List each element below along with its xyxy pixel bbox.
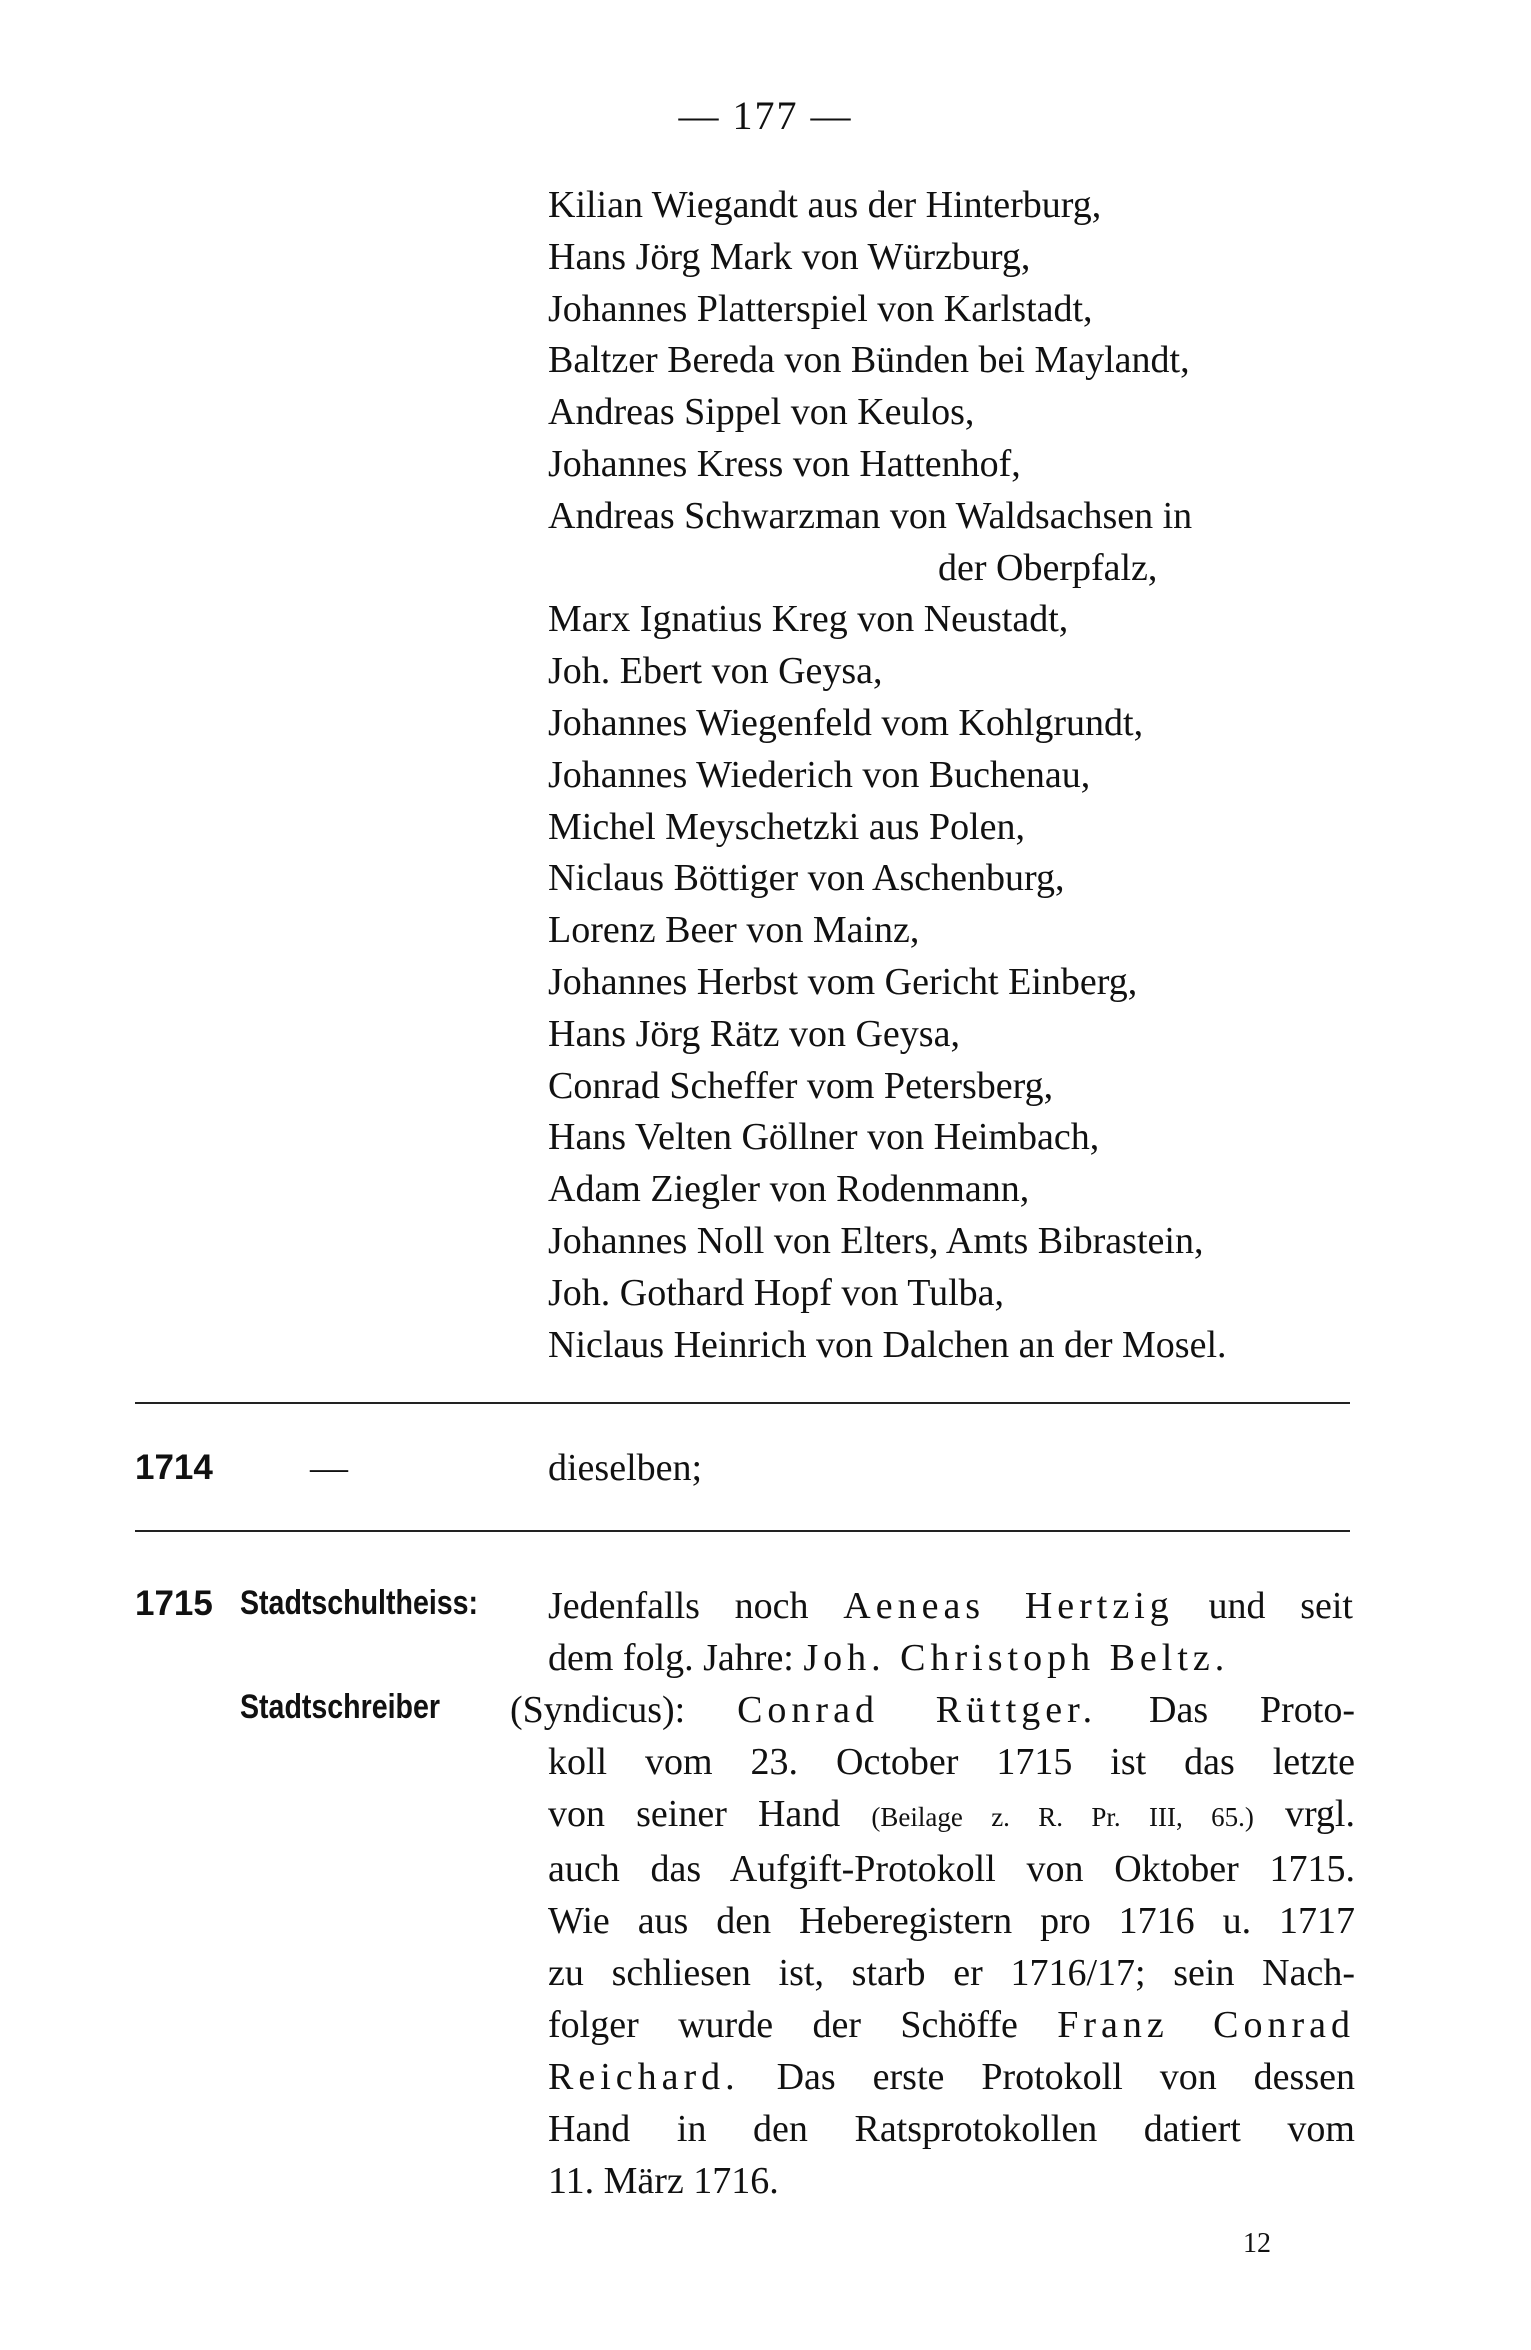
text-line: 11. März 1716. xyxy=(548,2160,779,2202)
role-label-stadtschultheiss: Stadtschultheiss: xyxy=(240,1584,479,1622)
dash: — xyxy=(310,1447,348,1489)
stadtschreiber-paragraph xyxy=(510,1684,1355,2207)
list-item: Andreas Schwarzman von Waldsachsen in xyxy=(548,494,1193,537)
list-item: Niclaus Heinrich von Dalchen an der Mosel. xyxy=(548,1323,1227,1366)
person-name: Aeneas Hertzig xyxy=(843,1585,1174,1627)
text-span: von seiner Hand xyxy=(548,1793,872,1835)
signature-number: 12 xyxy=(1243,2228,1271,2259)
entry-text: dieselben; xyxy=(548,1447,703,1489)
list-item: Niclaus Böttiger von Aschenburg, xyxy=(548,857,1065,900)
text-line: zu schliesen ist, starb er 1716/17; sein Nach- xyxy=(548,1952,1355,1994)
text-span: folger wurde der Schöffe xyxy=(548,2004,1058,2046)
text-line: koll vom 23. October 1715 ist das letzte xyxy=(548,1741,1355,1783)
text-span: Jedenfalls noch xyxy=(548,1585,844,1627)
list-item: Marx Ignatius Kreg von Neustadt, xyxy=(548,598,1069,641)
stadtschultheiss-paragraph xyxy=(548,1580,1353,1684)
text-span: Das Proto- xyxy=(1097,1689,1355,1731)
citation: (Beilage z. R. Pr. III, 65.) xyxy=(871,1802,1254,1832)
list-item-continuation: der Oberpfalz, xyxy=(938,546,1158,589)
list-item: Johannes Wiederich von Buchenau, xyxy=(548,753,1091,796)
list-item: Johannes Noll von Elters, Amts Bibrastein, xyxy=(548,1219,1204,1262)
list-item: Baltzer Bereda von Bünden bei Maylandt, xyxy=(548,339,1190,382)
list-item: Hans Jörg Rätz von Geysa, xyxy=(548,1012,960,1055)
list-item: Hans Velten Göllner von Heimbach, xyxy=(548,1116,1100,1159)
names-list xyxy=(548,180,1378,1371)
role-label-stadtschreiber: Stadtschreiber xyxy=(240,1688,440,1726)
text-line: Hand in den Ratsprotokollen datiert vom xyxy=(548,2108,1355,2150)
list-item: Kilian Wiegandt aus der Hinterburg, xyxy=(548,184,1102,226)
person-name: Reichard. xyxy=(548,2056,740,2098)
divider xyxy=(135,1530,1350,1532)
list-item: Johannes Herbst vom Gericht Einberg, xyxy=(548,960,1138,1003)
list-item: Conrad Scheffer vom Petersberg, xyxy=(548,1064,1054,1107)
person-name: Conrad Rüttger. xyxy=(737,1689,1098,1731)
text-span: dem folg. Jahre: xyxy=(548,1637,804,1679)
text-line xyxy=(548,1999,1355,2051)
list-item: Johannes Platterspiel von Karlstadt, xyxy=(548,287,1093,330)
list-item: Michel Meyschetzki aus Polen, xyxy=(548,805,1026,848)
text-line xyxy=(548,1788,1355,1843)
year-label: 1714 xyxy=(135,1448,213,1487)
list-item: Hans Jörg Mark von Würzburg, xyxy=(548,235,1031,278)
text-span: Das erste Protokoll von dessen xyxy=(739,2056,1355,2098)
list-item: Lorenz Beer von Mainz, xyxy=(548,909,920,952)
year-label: 1715 xyxy=(135,1584,213,1623)
list-item: Joh. Ebert von Geysa, xyxy=(548,650,883,693)
divider xyxy=(135,1402,1350,1404)
list-item: Johannes Kress von Hattenhof, xyxy=(548,442,1021,485)
text-line xyxy=(548,1580,1353,1632)
text-span: vrgl. xyxy=(1253,1793,1355,1835)
entry-1714 xyxy=(0,1446,1531,1496)
person-name: Joh. Christoph Beltz. xyxy=(803,1637,1230,1679)
person-name: Franz Conrad xyxy=(1057,2004,1355,2046)
list-item: Joh. Gothard Hopf von Tulba, xyxy=(548,1271,1005,1314)
text-span: und seit xyxy=(1173,1585,1353,1627)
text-line: auch das Aufgift-Protokoll von Oktober 1715. xyxy=(548,1848,1355,1890)
list-item: Johannes Wiegenfeld vom Kohlgrundt, xyxy=(548,701,1144,744)
text-line xyxy=(510,1684,1355,1736)
text-line xyxy=(548,2051,1355,2103)
list-item: Andreas Sippel von Keulos, xyxy=(548,391,975,434)
list-item: Adam Ziegler von Rodenmann, xyxy=(548,1168,1030,1211)
page-number: — 177 — xyxy=(678,93,853,138)
text-line: Wie aus den Heberegistern pro 1716 u. 1717 xyxy=(548,1900,1355,1942)
text-line xyxy=(548,1632,1353,1684)
text-span: (Syndicus): xyxy=(510,1689,738,1731)
